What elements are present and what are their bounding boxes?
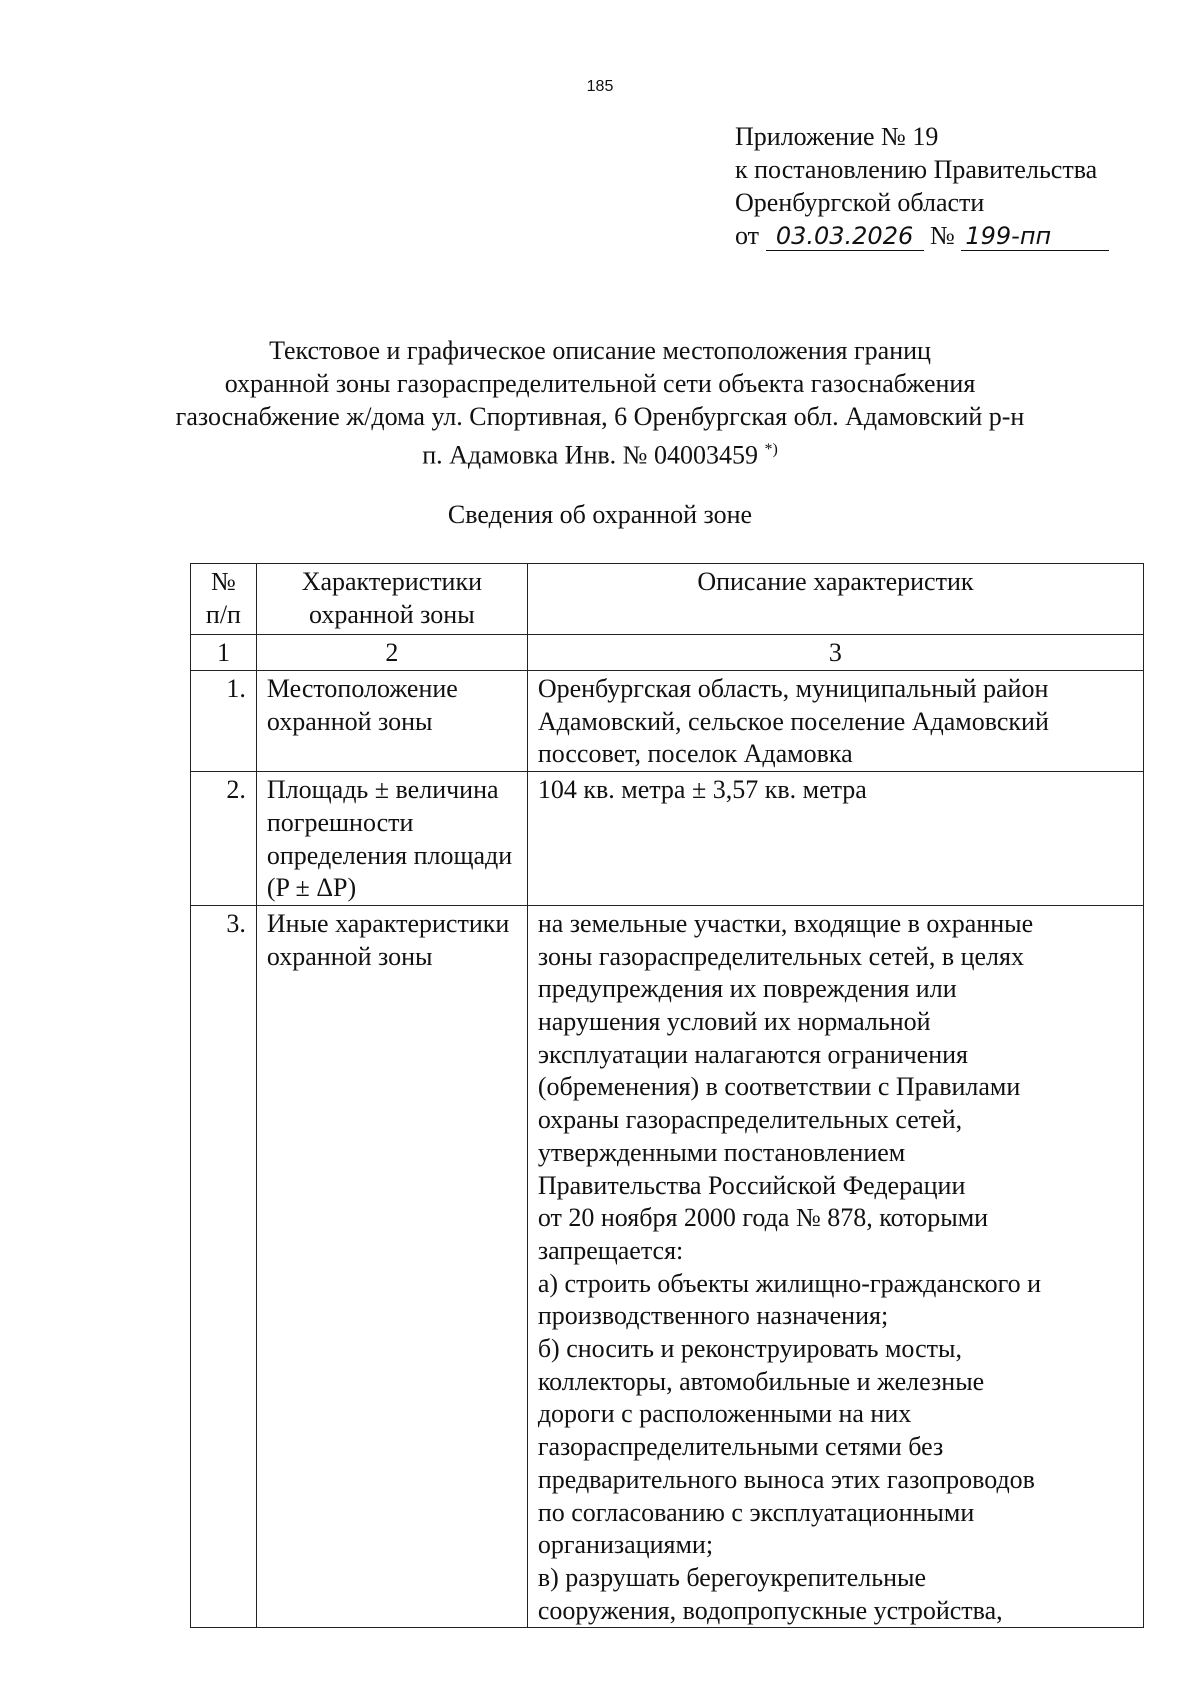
header-char-line-1: Характеристики <box>301 567 483 596</box>
row-description-line: утвержденными постановлением <box>537 1137 906 1167</box>
row-characteristic-line: охранной зоны <box>266 706 433 736</box>
appendix-line-3: Оренбургской области <box>735 188 985 217</box>
title-line-1: Текстовое и графическое описание местоположения границ <box>269 336 931 365</box>
row-description-line: дороги с расположенными на них <box>537 1399 912 1429</box>
row-description-line: производственного назначения; <box>537 1301 889 1331</box>
row-description-line: нарушения условий их нормальной <box>537 1007 931 1037</box>
appendix-block <box>735 120 1109 252</box>
title-line-4 <box>100 433 1100 472</box>
row-number: 2. <box>191 772 257 906</box>
number-label: № <box>930 221 955 250</box>
row-description-line: а) строить объекты жилищно-гражданского и <box>537 1268 1042 1298</box>
row-characteristic-line: определения площади <box>266 840 513 870</box>
row-description-line: газораспределительными сетями без <box>537 1432 944 1462</box>
title-line-3: газоснабжение ж/дома ул. Спортивная, 6 Оренбургская обл. Адамовский р-н <box>175 402 1025 431</box>
header-char-line-2: охранной зоны <box>309 599 475 629</box>
row-number: 1. <box>191 671 257 772</box>
header-number-line-2: п/п <box>205 599 241 629</box>
table-row <box>191 772 1144 906</box>
from-label: от <box>735 221 760 250</box>
row-characteristic <box>256 905 527 1627</box>
row-characteristic-line: Площадь ± величина <box>266 775 499 805</box>
page-number: 185 <box>586 78 614 95</box>
row-description-line: б) сносить и реконструировать мосты, <box>537 1334 962 1364</box>
handwritten-date: 03.03.2026 <box>766 222 924 251</box>
row-description <box>527 905 1143 1627</box>
row-description-line: Оренбургская область, муниципальный район <box>537 674 1049 703</box>
table-header-row <box>191 564 1144 635</box>
document-title <box>100 334 1100 472</box>
row-description-line: эксплуатации налагаются ограничения <box>537 1039 968 1069</box>
row-description-line: охраны газораспределительных сетей, <box>537 1105 963 1135</box>
index-cell-2: 2 <box>256 635 527 671</box>
row-description-line: (обременения) в соответствии с Правилами <box>537 1072 1021 1102</box>
row-description-line: организациями; <box>537 1530 714 1560</box>
row-description <box>527 772 1143 906</box>
row-description-line: предварительного выноса этих газопроводов <box>537 1464 1035 1494</box>
header-cell-description <box>527 564 1143 635</box>
row-description-line: 104 кв. метра ± 3,57 кв. метра <box>537 775 867 805</box>
row-description-line: зоны газораспределительных сетей, в целях <box>537 941 1024 971</box>
row-characteristic-line: (P ± ΔP) <box>266 873 357 903</box>
handwritten-number: 199-пп <box>961 222 1109 251</box>
row-characteristic-line: охранной зоны <box>266 941 433 971</box>
row-characteristic <box>256 671 527 772</box>
row-description-line: предупреждения их повреждения или <box>537 974 957 1004</box>
row-description-line: по согласованию с эксплуатационными <box>537 1497 975 1527</box>
row-description-line: в) разрушать берегоукрепительные <box>537 1562 926 1592</box>
table-row <box>191 671 1144 772</box>
row-description-line: поссовет, поселок Адамовка <box>537 739 853 769</box>
section-subtitle: Сведения об охранной зоне <box>447 500 753 529</box>
appendix-line-2: к постановлению Правительства <box>735 155 1098 184</box>
table-row <box>191 905 1144 1627</box>
row-description-line: Правительства Российской Федерации <box>537 1170 966 1200</box>
row-description-line: на земельные участки, входящие в охранные <box>537 908 1034 938</box>
footnote-mark: *) <box>764 441 778 458</box>
row-description <box>527 671 1143 772</box>
row-description-line: от 20 ноября 2000 года № 878, которыми <box>537 1203 989 1233</box>
title-line-4-text: п. Адамовка Инв. № 04003459 <box>422 440 758 470</box>
appendix-line-1: Приложение № 19 <box>735 122 939 151</box>
row-description-line: Адамовский, сельское поселение Адамовский <box>537 706 1049 736</box>
row-description-line: запрещается: <box>537 1235 684 1265</box>
table-index-row <box>191 635 1144 671</box>
zone-table <box>190 563 1144 1628</box>
header-cell-number <box>191 564 257 635</box>
row-characteristic-line: Иные характеристики <box>266 908 510 938</box>
row-characteristic <box>256 772 527 906</box>
title-line-2: охранной зоны газораспределительной сети объекта газоснабжения <box>224 369 976 398</box>
row-characteristic-line: Местоположение <box>266 674 458 703</box>
index-cell-1: 1 <box>191 635 257 671</box>
header-cell-characteristics <box>256 564 527 635</box>
index-cell-3: 3 <box>527 635 1143 671</box>
header-desc-line-1: Описание характеристик <box>697 567 974 596</box>
row-description-line: коллекторы, автомобильные и железные <box>537 1366 985 1396</box>
header-number-line-1: № <box>211 567 236 596</box>
row-description-line: сооружения, водопропускные устройства, <box>537 1595 1003 1625</box>
row-characteristic-line: погрешности <box>266 807 414 837</box>
appendix-signature-line <box>735 219 1109 252</box>
row-number: 3. <box>191 905 257 1627</box>
